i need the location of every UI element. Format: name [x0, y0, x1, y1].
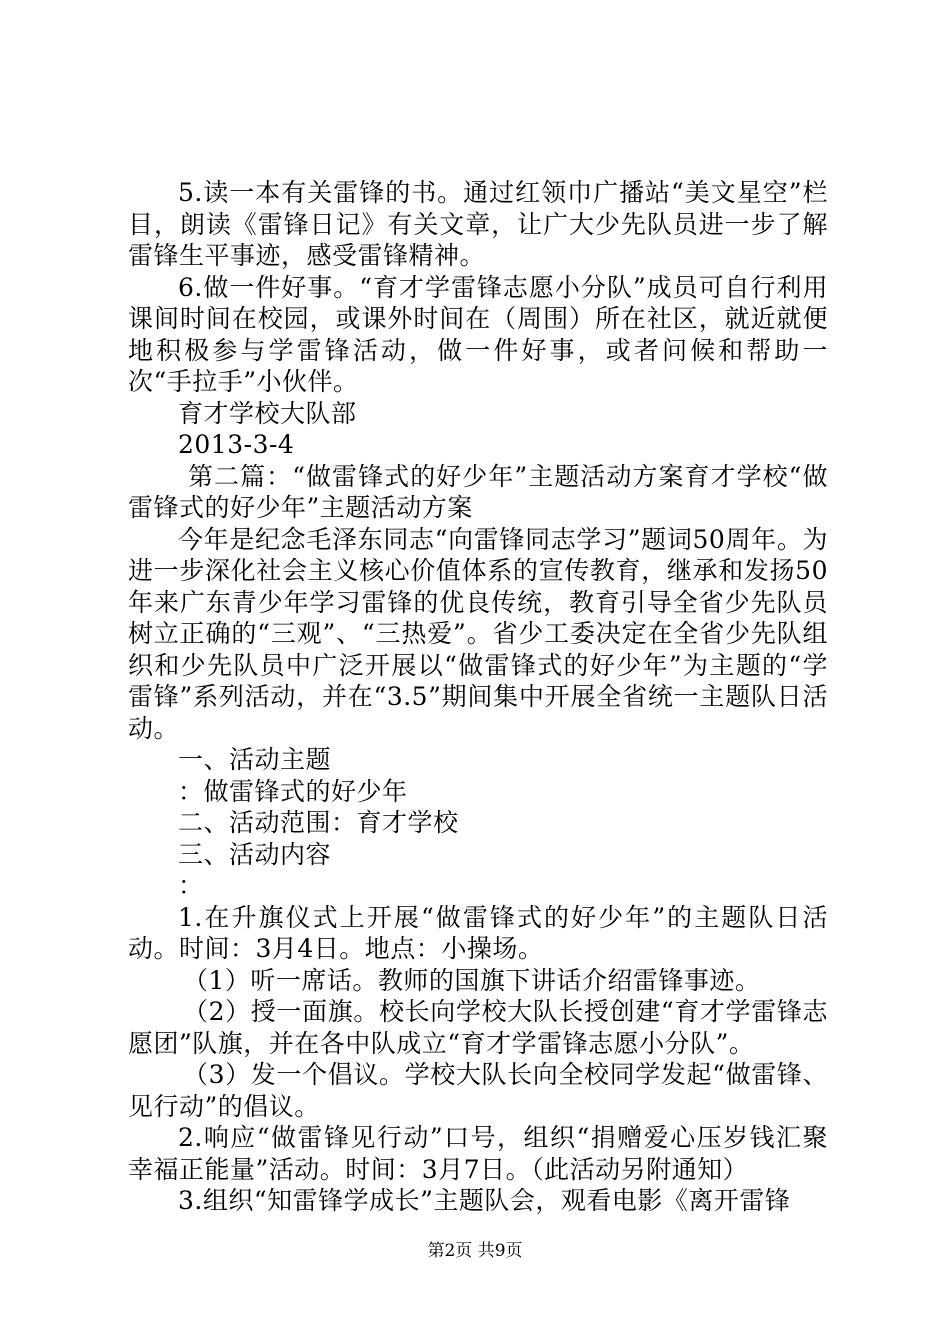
- page-number-footer: 第2页 共9页: [427, 1241, 523, 1261]
- heading-theme: 一、活动主题: [178, 745, 332, 774]
- content-item-2: 2.响应“做雷锋见行动”口号，组织“捐赠爱心压岁钱汇聚幸福正能量”活动。时间：3月7日。（此活动另附通知）: [128, 1123, 828, 1184]
- document-body: [128, 177, 828, 1217]
- intro-paragraph: 今年是纪念毛泽东同志“向雷锋同志学习”题词50周年。为进一步深化社会主义核心价值体系的宣传教育，继承和发扬50年来广东青少年学习雷锋的优良传统，教育引导全省少先队员树立正确的“三观”、“三热爱”。省少工委决定在全省少先队组织和少先队员中广泛开展以“做雷锋式的好少年”为主题的“学雷锋”系列活动，并在“3.5”期间集中开展全省统一主题队日活动。: [128, 524, 828, 743]
- theme-text: ：做雷锋式的好少年: [178, 776, 408, 806]
- signature-organization: 育才学校大队部: [178, 398, 357, 428]
- content-item-1: 1.在升旗仪式上开展“做雷锋式的好少年”的主题队日活动。时间：3月4日。地点：小操场。: [128, 902, 828, 963]
- section-title: 第二篇：“做雷锋式的好少年”主题活动方案育才学校“做雷锋式的好少年”主题活动方案: [128, 461, 828, 522]
- paragraph-item-6: 6.做一件好事。“育才学雷锋志愿小分队”成员可自行利用课间时间在校园，或课外时间在（周围）所在社区，就近就便地积极参与学雷锋活动，做一件好事，或者问候和帮助一次“手拉手”小伙伴。: [128, 272, 828, 396]
- content-subitem-2: （2）授一面旗。校长向学校大队长授创建“育才学雷锋志愿团”队旗，并在各中队成立“育才学雷锋志愿小分队”。: [128, 997, 828, 1058]
- content-subitem-3: （3）发一个倡议。学校大队长向全校同学发起“做雷锋、见行动”的倡议。: [128, 1060, 828, 1121]
- content-item-3: 3.组织“知雷锋学成长”主题队会，观看电影《离开雷锋: [178, 1186, 791, 1215]
- content-colon: ：: [178, 871, 204, 900]
- heading-content: 三、活动内容: [178, 839, 332, 869]
- heading-scope: 二、活动范围：育才学校: [178, 808, 459, 837]
- paragraph-item-5: 5.读一本有关雷锋的书。通过红领巾广播站“美文星空”栏目，朗读《雷锋日记》有关文章，让广大少先队员进一步了解雷锋生平事迹，感受雷锋精神。: [128, 178, 828, 270]
- content-subitem-1: （1）听一席话。教师的国旗下讲话介绍雷锋事迹。: [183, 965, 761, 995]
- signature-date: 2013-3-4: [178, 430, 295, 459]
